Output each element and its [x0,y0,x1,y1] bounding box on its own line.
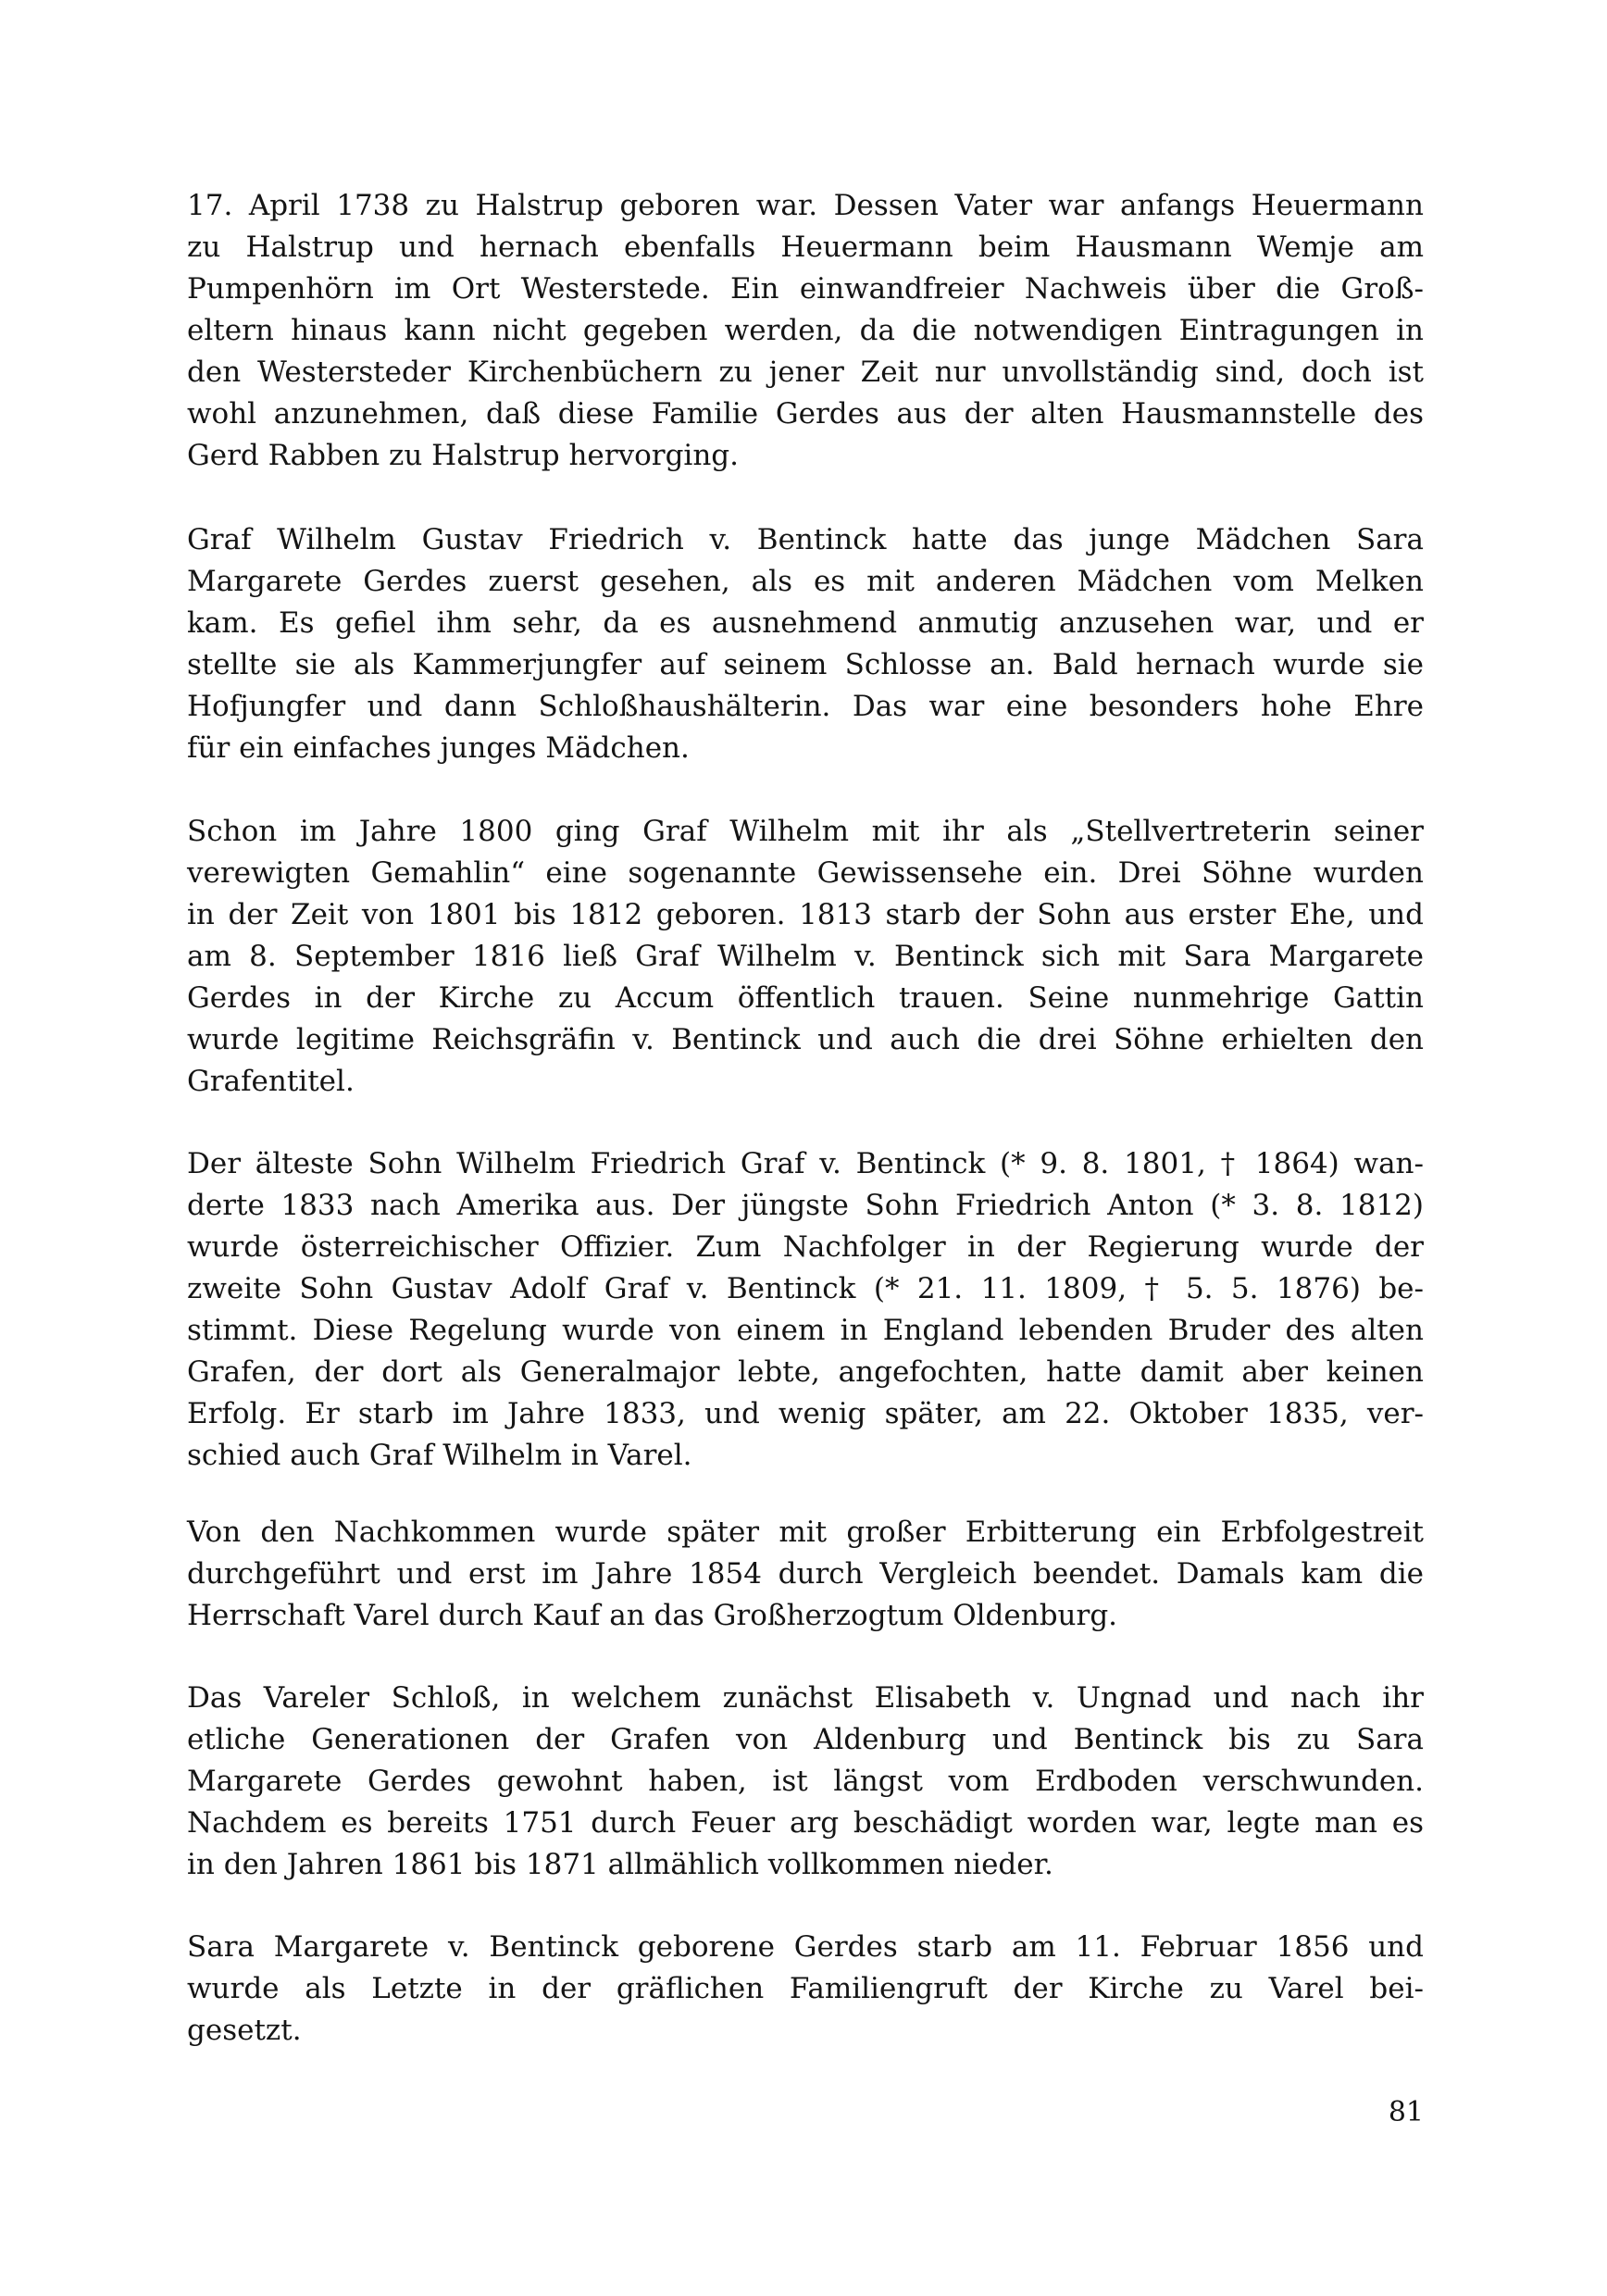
text-line: Nachdem es bereits 1751 durch Feuer arg beschädigt worden war, legte man es [187,1806,1424,1840]
text-line: Gerd Rabben zu Halstrup hervorging. [187,439,739,472]
text-line: Das Vareler Schloß, in welchem zunächst Elisabeth v. Ungnad und nach ihr [187,1681,1424,1715]
text-line: Von den Nachkommen wurde später mit großer Erbitterung ein Erbfolgestreit [187,1516,1424,1549]
text-line: Pumpenhörn im Ort Westerstede. Ein einwandfreier Nachweis über die Groß- [187,272,1424,306]
text-line: Grafen, der dort als Generalmajor lebte, angefochten, hatte damit aber keinen [187,1355,1424,1389]
text-line: Der älteste Sohn Wilhelm Friedrich Graf v. Bentinck (* 9. 8. 1801, † 1864) wan- [187,1147,1424,1180]
paragraph-7 [187,1927,1424,2052]
text-line: Hofjungfer und dann Schloßhaushälterin. Das war eine besonders hohe Ehre [187,690,1424,723]
text-line: Grafentitel. [187,1065,355,1098]
text-line: wurde als Letzte in der gräflichen Familiengruft der Kirche zu Varel bei- [187,1972,1424,2005]
text-line: Schon im Jahre 1800 ging Graf Wilhelm mit ihr als „Stellvertreterin seiner [187,815,1424,848]
text-line: 17. April 1738 zu Halstrup geboren war. Dessen Vater war anfangs Heuermann [187,189,1424,222]
text-line: derte 1833 nach Amerika aus. Der jüngste Sohn Friedrich Anton (* 3. 8. 1812) [187,1189,1424,1222]
text-line: wohl anzunehmen, daß diese Familie Gerdes aus der alten Hausmannstelle des [187,397,1424,430]
text-line: für ein einfaches junges Mädchen. [187,731,690,765]
text-line: Margarete Gerdes gewohnt haben, ist längst vom Erdboden verschwunden. [187,1765,1424,1798]
text-line: eltern hinaus kann nicht gegeben werden, da die notwendigen Eintragungen in [187,314,1424,347]
paragraph-3 [187,811,1424,1103]
text-line: stimmt. Diese Regelung wurde von einem in England lebenden Bruder des alten [187,1314,1424,1347]
paragraph-5 [187,1512,1424,1637]
page-number: 81 [1388,2096,1424,2128]
text-line: zu Halstrup und hernach ebenfalls Heuermann beim Hausmann Wemje am [187,231,1424,264]
text-line: Erfolg. Er starb im Jahre 1833, und wenig später, am 22. Oktober 1835, ver- [187,1397,1424,1430]
text-line: Gerdes in der Kirche zu Accum öffentlich trauen. Seine nunmehrige Gattin [187,981,1424,1015]
text-line: schied auch Graf Wilhelm in Varel. [187,1439,692,1472]
paragraph-6 [187,1678,1424,1886]
text-line: stellte sie als Kammerjungfer auf seinem Schlosse an. Bald hernach wurde sie [187,648,1424,681]
paragraph-1 [187,185,1424,477]
text-line: in der Zeit von 1801 bis 1812 geboren. 1813 starb der Sohn aus erster Ehe, und [187,898,1424,931]
text-line: Graf Wilhelm Gustav Friedrich v. Bentinck hatte das junge Mädchen Sara [187,523,1424,556]
text-line: kam. Es gefiel ihm sehr, da es ausnehmend anmutig anzusehen war, und er [187,606,1424,640]
page-body [187,185,1424,2047]
text-line: verewigten Gemahlin“ eine sogenannte Gewissensehe ein. Drei Söhne wurden [187,856,1424,890]
text-line: in den Jahren 1861 bis 1871 allmählich vollkommen nieder. [187,1848,1053,1881]
text-line: Margarete Gerdes zuerst gesehen, als es mit anderen Mädchen vom Melken [187,565,1424,598]
text-line: etliche Generationen der Grafen von Aldenburg und Bentinck bis zu Sara [187,1723,1424,1756]
text-line: gesetzt. [187,2014,302,2047]
text-line: wurde legitime Reichsgräfin v. Bentinck und auch die drei Söhne erhielten den [187,1023,1424,1056]
text-line: wurde österreichischer Offizier. Zum Nachfolger in der Regierung wurde der [187,1230,1424,1264]
paragraph-2 [187,519,1424,769]
text-line: Sara Margarete v. Bentinck geborene Gerdes starb am 11. Februar 1856 und [187,1930,1424,1964]
text-line: den Westersteder Kirchenbüchern zu jener Zeit nur unvollständig sind, doch ist [187,356,1424,389]
text-line: durchgeführt und erst im Jahre 1854 durch Vergleich beendet. Damals kam die [187,1557,1424,1591]
text-line: am 8. September 1816 ließ Graf Wilhelm v. Bentinck sich mit Sara Margarete [187,940,1424,973]
paragraph-4 [187,1143,1424,1477]
text-line: zweite Sohn Gustav Adolf Graf v. Bentinck (* 21. 11. 1809, † 5. 5. 1876) be- [187,1272,1424,1305]
text-line: Herrschaft Varel durch Kauf an das Großherzogtum Oldenburg. [187,1599,1118,1632]
